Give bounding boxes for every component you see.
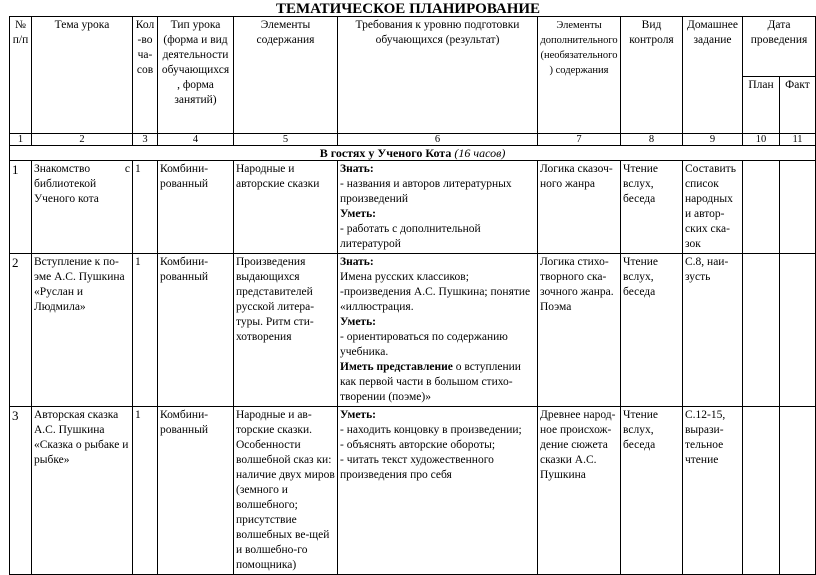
req-text: -произведения А.С. Пушкина; понятие «иллюстрация.: [340, 286, 531, 313]
page-title: ТЕМАТИЧЕСКОЕ ПЛАНИРОВАНИЕ: [275, 1, 541, 17]
row-type: Комбини-рованный: [158, 407, 234, 575]
req-text: - ориентироваться по содержанию учебника.: [340, 331, 508, 358]
row-homework: С.12-15, вырази-тельное чтение: [683, 407, 743, 575]
row-plan: [743, 407, 780, 575]
column-number: 9: [683, 134, 743, 146]
row-plan: [743, 254, 780, 407]
row-elements: Произведения выдающихся представителей русской литера-туры. Ритм сти-хотворения: [234, 254, 338, 407]
column-number: 4: [158, 134, 234, 146]
row-fact: [780, 407, 816, 575]
req-label: Уметь:: [340, 208, 376, 220]
row-control: Чтение вслух, беседа: [621, 407, 683, 575]
table-row: [10, 161, 816, 254]
header-homework: Домашнее задание: [683, 17, 743, 134]
row-requirements: [338, 407, 538, 575]
row-type: Комбини-рованный: [158, 161, 234, 254]
req-label: Иметь представление: [340, 361, 453, 373]
section-title: В гостях у Ученого Кота: [319, 146, 452, 160]
row-hours: 1: [133, 407, 158, 575]
row-extra: Логика стихо-творного ска-зочного жанра. Поэма: [538, 254, 621, 407]
column-number: 1: [10, 134, 32, 146]
header-elements: Элементы содержания: [234, 17, 338, 134]
column-number: 6: [338, 134, 538, 146]
row-num: 2: [10, 254, 32, 407]
table-row: [10, 254, 816, 407]
header-requirements: Требования к уровню подготовки обучающихся (результат): [338, 17, 538, 134]
column-number: 11: [780, 134, 816, 146]
row-requirements: [338, 254, 538, 407]
row-type: Комбини-рованный: [158, 254, 234, 407]
header-control: Вид контроля: [621, 17, 683, 134]
thematic-plan-table: [9, 16, 816, 575]
row-elements: Народные и авторские сказки: [234, 161, 338, 254]
row-plan: [743, 161, 780, 254]
row-hours: 1: [133, 161, 158, 254]
row-hours: 1: [133, 254, 158, 407]
row-topic: Вступление к по-эме А.С. Пушкина «Руслан и Людмила»: [32, 254, 133, 407]
req-text: - находить концовку в произведении;: [340, 424, 522, 436]
column-number: 5: [234, 134, 338, 146]
req-text: - читать текст художественного произведения про себя: [340, 454, 494, 481]
header-type: Тип урока (форма и вид деятельности обучающихся , форма занятий): [158, 17, 234, 134]
header-num: № п/п: [10, 17, 32, 134]
header-date: Дата проведения: [743, 17, 816, 77]
row-elements: Народные и ав-торские сказки. Особенности волшебной сказ ки: наличие двух миров (земного и волшебного; присутствие волшебных ве-щей и волшебно-го помощника): [234, 407, 338, 575]
req-text: Имена русских классиков;: [340, 271, 469, 283]
header-row: [10, 17, 816, 77]
req-label: Знать:: [340, 163, 374, 175]
section-hours: (16 часов): [454, 146, 506, 160]
header-hours: Кол-во ча-сов: [133, 17, 158, 134]
header-topic: Тема урока: [32, 17, 133, 134]
row-control: Чтение вслух, беседа: [621, 161, 683, 254]
row-homework: С.8, наи-зусть: [683, 254, 743, 407]
req-text: - объяснять авторские обороты;: [340, 439, 496, 451]
row-requirements: [338, 161, 538, 254]
row-num: 1: [10, 161, 32, 254]
req-label: Уметь:: [340, 409, 376, 421]
section-heading: [10, 146, 816, 161]
column-number: 8: [621, 134, 683, 146]
req-note: [340, 360, 535, 405]
section-row: [10, 146, 816, 161]
column-numbers-row: [10, 134, 816, 146]
req-label: Уметь:: [340, 316, 376, 328]
row-topic: Знакомство с библиотекой Ученого кота: [32, 161, 133, 254]
column-number: 3: [133, 134, 158, 146]
req-text: о вступлении как первой части в большом стихо-творении (поэме)»: [340, 361, 521, 403]
column-number: 7: [538, 134, 621, 146]
row-extra: Логика сказоч-ного жанра: [538, 161, 621, 254]
req-text: - названия и авторов литературных произведений: [340, 178, 512, 205]
row-homework: Составить список народных и автор-ских ска-зок: [683, 161, 743, 254]
column-number: 10: [743, 134, 780, 146]
row-control: Чтение вслух, беседа: [621, 254, 683, 407]
header-fact: Факт: [780, 77, 816, 134]
header-extra: Элементы дополнительного (необязательного) содержания: [538, 17, 621, 134]
row-fact: [780, 161, 816, 254]
req-label: Знать:: [340, 256, 374, 268]
table-row: [10, 407, 816, 575]
column-number: 2: [32, 134, 133, 146]
row-topic: Авторская сказка А.С. Пушкина «Сказка о рыбаке и рыбке»: [32, 407, 133, 575]
req-text: - работать с дополнительной литературой: [340, 223, 481, 250]
row-fact: [780, 254, 816, 407]
row-num: 3: [10, 407, 32, 575]
row-extra: Древнее народ-ное происхож-дение сюжета сказки А.С. Пушкина: [538, 407, 621, 575]
header-plan: План: [743, 77, 780, 134]
